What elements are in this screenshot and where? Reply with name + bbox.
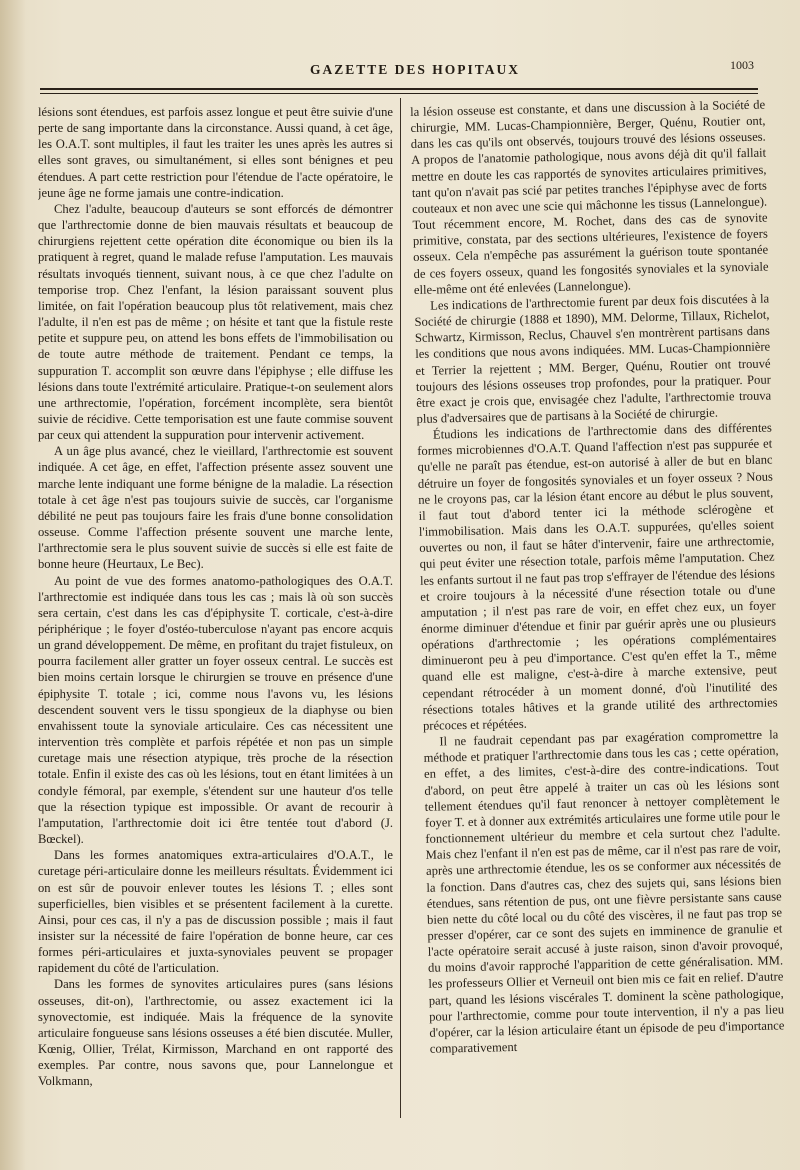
journal-title: GAZETTE DES HOPITAUX (310, 62, 521, 77)
paragraph: A un âge plus avancé, chez le vieillard, l'arthrectomie est souvent indiquée. A cet âge, en effet, l'affection présente assez souvent une marche lente indiquant une forme bénigne de la maladie. La résection totale à cet âge n'est pas toujours suivie de succès, car l'organisme débilité ne peut pas toujours faire les frais d'une bonne consolidation osseuse. Comme l'affection présente souvent une marche lente, l'arthrectomie sera le plus souvent suivie de succès si elle est faite de bonne heure (Heurtaux, Le Bec). (38, 444, 393, 572)
column-divider (400, 98, 401, 1118)
paragraph: Dans les formes anatomiques extra-articulaires d'O.A.T., le curetage péri-articulaire donne les meilleurs résultats. Évidemment ici on est sûr de pouvoir enlever toutes les lésions T. ; elles sont superficielles, bien visibles et se présentent facilement à la curette. Ainsi, pour ces cas, il n'y a pas de discussion possible ; mais il faut insister sur la nécessité de faire l'opération de bonne heure, car ces formes péri-articulaires et juxta-synoviales peuvent se propager rapidement du côté de l'articulation. (38, 848, 393, 976)
paragraph: Chez l'adulte, beaucoup d'auteurs se sont efforcés de démontrer que l'arthrectomie donne de bien mauvais résultats et beaucoup de chirurgiens rejettent cette opération dite économique ou bien ils la pratiquent à regret, quand le malade refuse l'amputation. Les mauvais résultats invoqués tiennent, suivant nous, à ce que chez l'adulte on temporise trop. Chez l'enfant, la lésion paraissant souvent plus limitée, on fait l'opération beaucoup plus tôt relativement, mais chez l'adulte, il n'en est pas de même ; on hésite et tant que la fistule reste petite et suppure peu, on attend les bons effets de l'immobilisation ou de toute autre méthode de traitement. Pendant ce temps, la suppuration T. accomplit son œuvre dans l'épiphyse ; elle diffuse les lésions dans toute l'extrémité articulaire. Pratique-t-on seulement alors une arthrectomie, l'opération, forcément incomplète, sera bientôt suivie de récidive. Cette temporisation est une faute commise souvent par ceux qui attendent la suppuration pour intervenir activement. (38, 201, 393, 443)
left-column (38, 104, 393, 1124)
binding-edge (0, 0, 26, 1170)
paragraph: Au point de vue des formes anatomo-pathologiques des O.A.T. l'arthrectomie est indiquée dans tous les cas ; mais là où son succès sera certain, c'est dans les cas d'épiphysite T. corticale, c'est-à-dire périphérique ; le foyer d'ostéo-tuberculose n'ayant pas encore acquis un grand développement. De même, en profitant du trajet fistuleux, on pourra facilement aller gratter un foyer osseux central. Le succès est bien moins certain lorsque le chirurgien se trouve en présence d'une épiphysite T. totale ; ici, comme nous l'avons vu, les lésions descendent souvent vers le tissu spongieux de la diaphyse ou bien envahissent toute la synoviale articulaire. Ces cas nécessitent une intervention très complète et parfois répétée et non pas un simple curetage mais une résection atypique, très proche de la résection totale. Enfin il existe des cas où les lésions, tout en étant limitées à un condyle fémoral, par exemple, s'étendent sur une hauteur d'os telle que la résection typique est impossible. Or avant de recourir à l'amputation, l'arthrectomie doit ici être tentée tout d'abord (J. Bœckel). (38, 573, 393, 847)
paragraph: Les indications de l'arthrectomie furent par deux fois discutées à la Société de chirurgie (1888 et 1890), MM. Delorme, Tillaux, Richelot, Schwartz, Kirmisson, Reclus, Chauvel s'en montrèrent partisans dans les conditions que nous avons indiquées. MM. Lucas-Championnière et Terrier la rejettent ; MM. Berger, Quénu, Routier ont trouvé toujours des lésions osseuses trop profondes, pour la pratiquer. Pour être exact je crois que, envisagée chez l'adulte, l'arthrectomie trouva plus d'adversaires que de partisans à la Société de chirurgie. (414, 291, 772, 426)
header-rule-thick (40, 88, 758, 90)
paragraph: Dans les formes de synovites articulaires pures (sans lésions osseuses, dit-on), l'arthrectomie, ou assez exactement ici la synovectomie, est indiquée. Mais la fréquence de la synovite articulaire fongueuse sans lésions osseuses a été bien discutée. Muller, Kœnig, Ollier, Trélat, Kirmisson, Marchand en ont rapporté des exemples. Par contre, nous savons que, pour Lannelongue et Volkmann, (38, 977, 393, 1089)
right-column (410, 97, 786, 1124)
paragraph: la lésion osseuse est constante, et dans une discussion à la Société de chirurgie, MM. Lucas-Championnière, Berger, Quénu, Routier ont, dans les cas qu'ils ont observés, toujours trouvé des lésions osseuses. A propos de l'anatomie pathologique, nous avons déjà dit qu'il fallait mettre en doute les cas rapportés de synovites articulaires primitives, tant qu'on n'avait pas scié par petites tranches l'épiphyse avec de forts couteaux et non avec une scie qui mâchonne les tissus (Lannelongue). Tout récemment encore, M. Rochet, dans des cas de synovite primitive, constata, par des sections ultérieures, l'existence de foyers osseux. Cela n'empêche pas assurément la guérison toute spontanée de ces foyers osseux, quand les fongosités synoviales et la synoviale elle-même ont été enlevées (Lannelongue). (410, 97, 769, 297)
paragraph: lésions sont étendues, est parfois assez longue et peut être suivie d'une perte de sang importante dans la circonstance. Aussi quand, à cet âge, les O.A.T. sont multiples, il faut les traiter les unes après les autres si elles sont graves, ou simultanément, si elles sont bénignes et peu étendues. A part cette restriction pour l'étendue de l'acte opératoire, le jeune âge ne forme jamais une contre-indication. (38, 105, 393, 200)
page-number: 1003 (730, 58, 754, 72)
header-rule-thin (40, 93, 758, 94)
paragraph: Il ne faudrait cependant pas par exagération compromettre la méthode et pratiquer l'arthrectomie dans tous les cas ; cette opération, en effet, a des limites, c'est-à-dire des contre-indications. Tout d'abord, on peut être appelé à traiter un cas où les lésions sont tellement étendues qu'il faut renoncer à nettoyer complètement le foyer T. et à donner aux extrémités articulaires une forme utile pour le fonctionnement ultérieur du membre et cela surtout chez l'adulte. Mais chez l'enfant il n'en est pas de même, car il n'est pas rare de voir, après une arthrectomie étendue, les os se conformer aux nécessités de la fonction. Dans d'autres cas, chez des sujets qui, sans lésions bien étendues, sans rétention de pus, ont une fièvre persistante sans cause bien nette du côté local ou du côté des viscères, il ne faut pas trop se presser d'opérer, car ce sont des sujets en imminence de granulie et l'acte opératoire serait accusé à juste raison, sinon d'avoir provoqué, du moins d'avoir rapproché l'apparition de cette généralisation. MM. les professeurs Ollier et Verneuil ont bien mis ce fait en relief. D'autre part, quand les lésions viscérales T. dominent la scène pathologique, pour l'arthrectomie, comme pour toute intervention, il n'y a pas lieu d'opérer, car la lésion articulaire étant un épisode de peu d'importance comparativement (423, 727, 785, 1056)
paragraph: Étudions les indications de l'arthrectomie dans des différentes formes microbiennes d'O.A.T. Quand l'affection n'est pas suppurée et qu'elle ne paraît pas étendue, est-on autorisé à aller de but en blanc détruire un foyer de fongosités synoviales et un foyer osseux ? Nous ne le croyons pas, car la lésion étant encore au début le plus souvent, il faut tout d'abord tenter ici la méthode sclérogène et l'immobilisation. Mais dans les O.A.T. suppurées, qu'elles soient ouvertes ou non, il faut se hâter d'intervenir, faire une arthrectomie, qui peut éviter une résection totale, parfois même l'amputation. Chez les enfants surtout il ne faut pas trop s'effrayer de l'étendue des lésions et croire toujours à la nécessité d'une résection totale ou d'une amputation ; il n'est pas rare de voir, en effet chez eux, un foyer énorme diminuer d'étendue et finir par guérir après une ou plusieurs opérations d'arthrectomie ; les opérations complémentaires diminueront peu à peu d'importance. C'est qu'en effet la T., même quand elle est maligne, c'est-à-dire à marche extensive, peut cependant rétrocéder à un moment donné, d'où l'inutilité des résections totales hâtives et la grande utilité des arthrectomies précoces et répétées. (417, 420, 778, 733)
